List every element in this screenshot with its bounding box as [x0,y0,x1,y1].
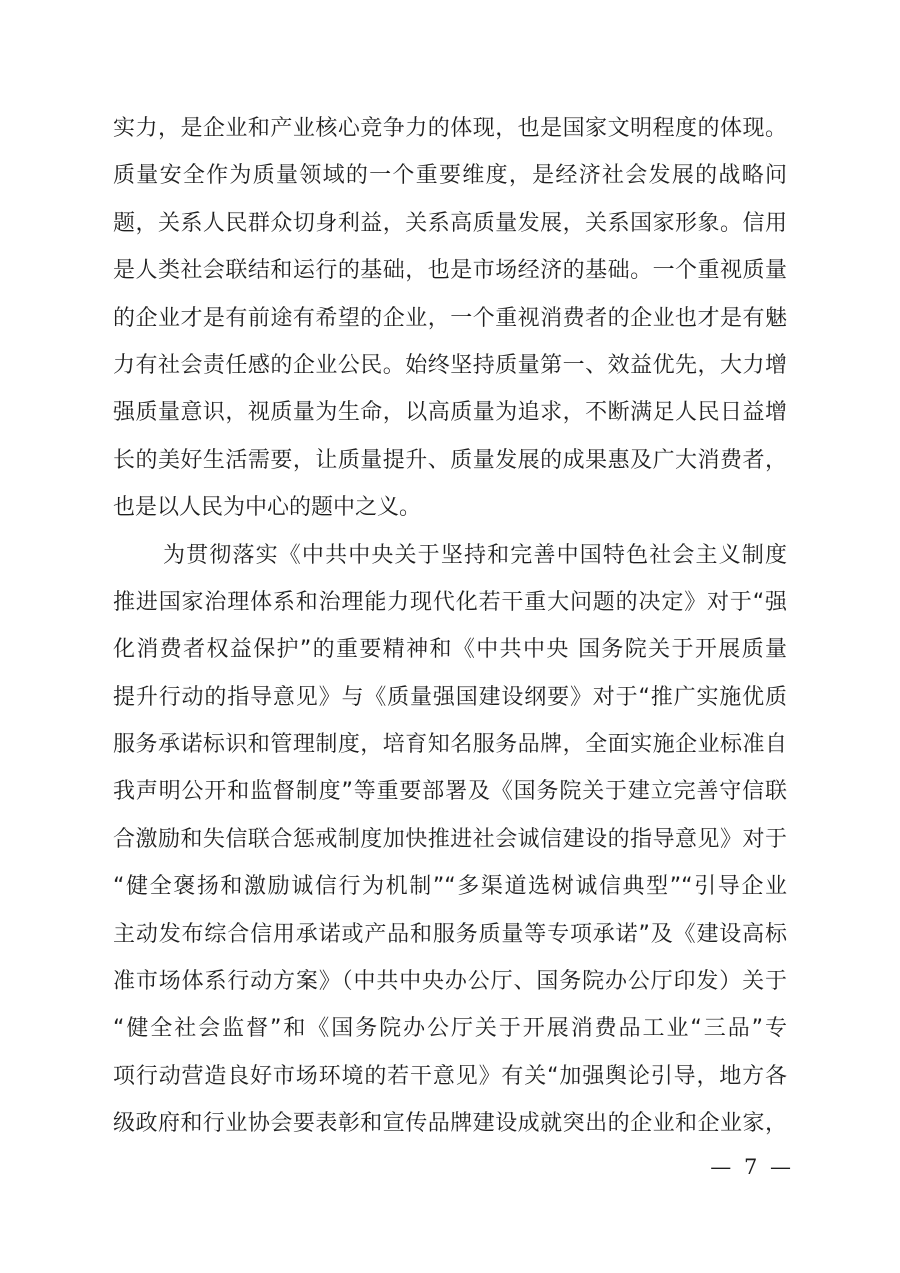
page-number: — 7 — [710,1155,794,1179]
text-line: 实力，是企业和产业核心竞争力的体现，也是国家文明程度的体现。 [113,116,787,141]
text-line: “健全褒扬和激励诚信行为机制”“多渠道选树诚信典型”“引导企业 [113,874,787,900]
text-line: 服务承诺标识和管理制度，培育知名服务品牌，全面实施企业标准自 [113,732,787,758]
text-line: 也是以人民为中心的题中之义。 [113,495,422,521]
text-line: 合激励和失信联合惩戒制度加快推进社会诚信建设的指导意见》对于 [113,826,787,852]
text-line: 推进国家治理体系和治理能力现代化若干重大问题的决定》对于“强 [113,589,787,615]
text-line: 主动发布综合信用承诺或产品和服务质量等专项承诺”及《建设高标 [113,921,787,947]
text-line: 级政府和行业协会要表彰和宣传品牌建设成就突出的企业和企业家， [113,1111,787,1137]
text-line: 长的美好生活需要，让质量提升、质量发展的成果惠及广大消费者， [113,447,787,473]
text-line: 是人类社会联结和运行的基础，也是市场经济的基础。一个重视质量 [113,258,787,284]
text-line: 提升行动的指导意见》与《质量强国建设纲要》对于“推广实施优质 [113,684,787,710]
text-line: 为贯彻落实《中共中央关于坚持和完善中国特色社会主义制度 [163,542,787,568]
text-line: 准市场体系行动方案》（中共中央办公厅、国务院办公厅印发）关于 [113,969,787,995]
text-line: 质量安全作为质量领域的一个重要维度，是经济社会发展的战略问 [113,163,787,189]
text-line: 的企业才是有前途有希望的企业，一个重视消费者的企业也才是有魅 [113,305,787,331]
document-body [113,105,787,1148]
text-line: 项行动营造良好市场环境的若干意见》有关“加强舆论引导，地方各 [113,1063,787,1089]
text-line: 化消费者权益保护”的重要精神和《中共中央 国务院关于开展质量 [113,637,787,663]
text-line: 强质量意识，视质量为生命，以高质量为追求，不断满足人民日益增 [113,400,787,426]
text-line: “健全社会监督”和《国务院办公厅关于开展消费品工业“三品”专 [113,1016,787,1042]
text-line: 力有社会责任感的企业公民。始终坚持质量第一、效益优先，大力增 [113,352,787,378]
text-line: 题，关系人民群众切身利益，关系高质量发展，关系国家形象。信用 [113,210,787,236]
text-line: 我声明公开和监督制度”等重要部署及《国务院关于建立完善守信联 [113,779,787,805]
